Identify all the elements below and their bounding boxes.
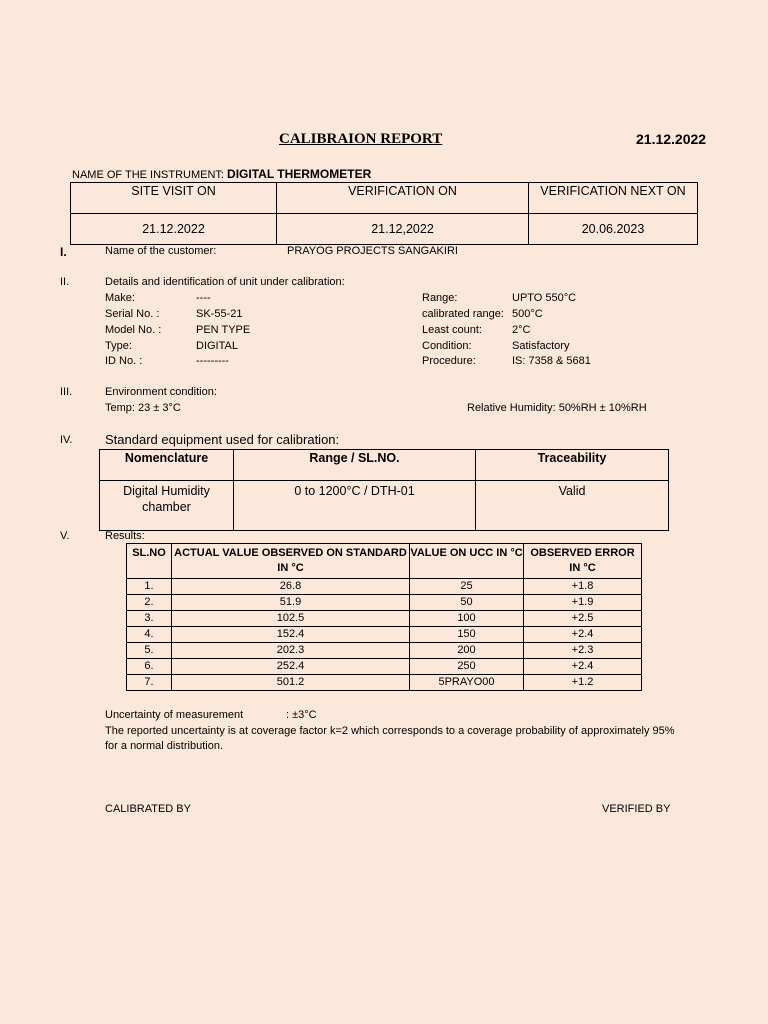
uncertainty-label: Uncertainty of measurement: [105, 709, 244, 721]
table-row: [127, 659, 642, 675]
procedure-value: IS: 7358 & 5681: [512, 355, 591, 367]
table-row: [127, 611, 642, 627]
section5-heading: Results:: [105, 530, 145, 542]
calibrated-by-label: CALIBRATED BY: [105, 803, 191, 815]
results-cell: 4.: [127, 627, 172, 643]
results-cell: 50: [410, 595, 524, 611]
section1-number: I.: [60, 245, 67, 259]
results-cell: +2.4: [524, 627, 642, 643]
id-value: ---------: [196, 355, 229, 367]
results-cell: 7.: [127, 675, 172, 691]
results-cell: 3.: [127, 611, 172, 627]
report-title: CALIBRAION REPORT: [279, 131, 443, 147]
table-row: [127, 643, 642, 659]
results-header-actual: ACTUAL VALUE OBSERVED ON STANDARD IN °C: [172, 544, 410, 579]
results-cell: 250: [410, 659, 524, 675]
instrument-label: NAME OF THE INSTRUMENT:: [72, 169, 224, 181]
type-label: Type:: [105, 340, 132, 352]
visit-table: [70, 182, 698, 245]
condition-label: Condition:: [422, 340, 472, 352]
make-value: ----: [196, 292, 211, 304]
visit-header-verification: VERIFICATION ON: [277, 183, 529, 214]
results-cell: +1.9: [524, 595, 642, 611]
model-value: PEN TYPE: [196, 324, 251, 336]
range-label: Range:: [422, 292, 458, 304]
results-cell: 6.: [127, 659, 172, 675]
results-cell: 2.: [127, 595, 172, 611]
results-cell: 202.3: [172, 643, 410, 659]
temperature-text: Temp: 23 ± 3°C: [105, 402, 181, 414]
section4-heading: Standard equipment used for calibration:: [105, 432, 340, 447]
serial-value: SK-55-21: [196, 308, 243, 320]
results-header-error: OBSERVED ERROR IN °C: [524, 544, 642, 579]
report-date: 21.12.2022: [636, 131, 707, 147]
instrument-line: [72, 167, 371, 181]
equipment-table: [99, 449, 669, 531]
procedure-label: Procedure:: [422, 355, 476, 367]
table-row: [127, 595, 642, 611]
results-header-ucc: VALUE ON UCC IN °C: [410, 544, 524, 579]
condition-value: Satisfactory: [512, 340, 570, 352]
uncertainty-value: : ±3°C: [286, 709, 317, 721]
results-cell: 26.8: [172, 579, 410, 595]
table-row: [127, 675, 642, 691]
section2-number: II.: [60, 276, 70, 288]
section3-heading: Environment condition:: [105, 386, 217, 398]
serial-label: Serial No. :: [105, 308, 160, 320]
section4-number: IV.: [60, 434, 73, 446]
results-cell: +2.3: [524, 643, 642, 659]
visit-value-verification: 21.12,2022: [277, 214, 529, 245]
range-value: UPTO 550°C: [512, 292, 577, 304]
results-table: [126, 543, 642, 691]
results-cell: 252.4: [172, 659, 410, 675]
results-cell: 51.9: [172, 595, 410, 611]
results-cell: 150: [410, 627, 524, 643]
id-label: ID No. :: [105, 355, 143, 367]
calibrated-range-value: 500°C: [512, 308, 543, 320]
equipment-header-nomenclature: Nomenclature: [100, 450, 234, 481]
customer-value: PRAYOG PROJECTS SANGAKIRI: [287, 245, 458, 257]
results-cell: 152.4: [172, 627, 410, 643]
results-cell: 5PRAYO00: [410, 675, 524, 691]
results-cell: +1.8: [524, 579, 642, 595]
uncertainty-note: The reported uncertainty is at coverage factor k=2 which corresponds to a coverage probability of approximately 95% for a normal distribution.: [105, 725, 675, 752]
section5-number: V.: [60, 530, 70, 542]
visit-value-site: 21.12.2022: [71, 214, 277, 245]
visit-header-next: VERIFICATION NEXT ON: [529, 183, 698, 214]
visit-header-site: SITE VISIT ON: [71, 183, 277, 214]
equipment-header-range: Range / SL.NO.: [234, 450, 476, 481]
make-label: Make:: [105, 292, 135, 304]
type-value: DIGITAL: [196, 340, 238, 352]
section2-heading: Details and identification of unit under calibration:: [105, 276, 345, 288]
equipment-nomenclature: Digital Humidity chamber: [100, 481, 234, 531]
equipment-traceability: Valid: [476, 481, 669, 531]
results-header-slno: SL.NO: [127, 544, 172, 579]
least-count-value: 2°C: [512, 324, 531, 336]
results-cell: +2.5: [524, 611, 642, 627]
results-cell: 200: [410, 643, 524, 659]
results-cell: 100: [410, 611, 524, 627]
visit-value-next: 20.06.2023: [529, 214, 698, 245]
model-label: Model No. :: [105, 324, 162, 336]
humidity-text: Relative Humidity: 50%RH ± 10%RH: [467, 402, 647, 414]
table-row: [127, 579, 642, 595]
calibrated-range-label: calibrated range:: [422, 308, 504, 320]
results-cell: 5.: [127, 643, 172, 659]
results-cell: 102.5: [172, 611, 410, 627]
least-count-label: Least count:: [422, 324, 482, 336]
results-cell: +1.2: [524, 675, 642, 691]
equipment-header-traceability: Traceability: [476, 450, 669, 481]
results-cell: 25: [410, 579, 524, 595]
results-cell: 501.2: [172, 675, 410, 691]
instrument-name: DIGITAL THERMOMETER: [227, 167, 372, 181]
results-cell: +2.4: [524, 659, 642, 675]
table-row: [127, 627, 642, 643]
equipment-range: 0 to 1200°C / DTH-01: [234, 481, 476, 531]
section3-number: III.: [60, 386, 73, 398]
results-cell: 1.: [127, 579, 172, 595]
verified-by-label: VERIFIED BY: [602, 803, 671, 815]
customer-label: Name of the customer:: [105, 245, 217, 257]
